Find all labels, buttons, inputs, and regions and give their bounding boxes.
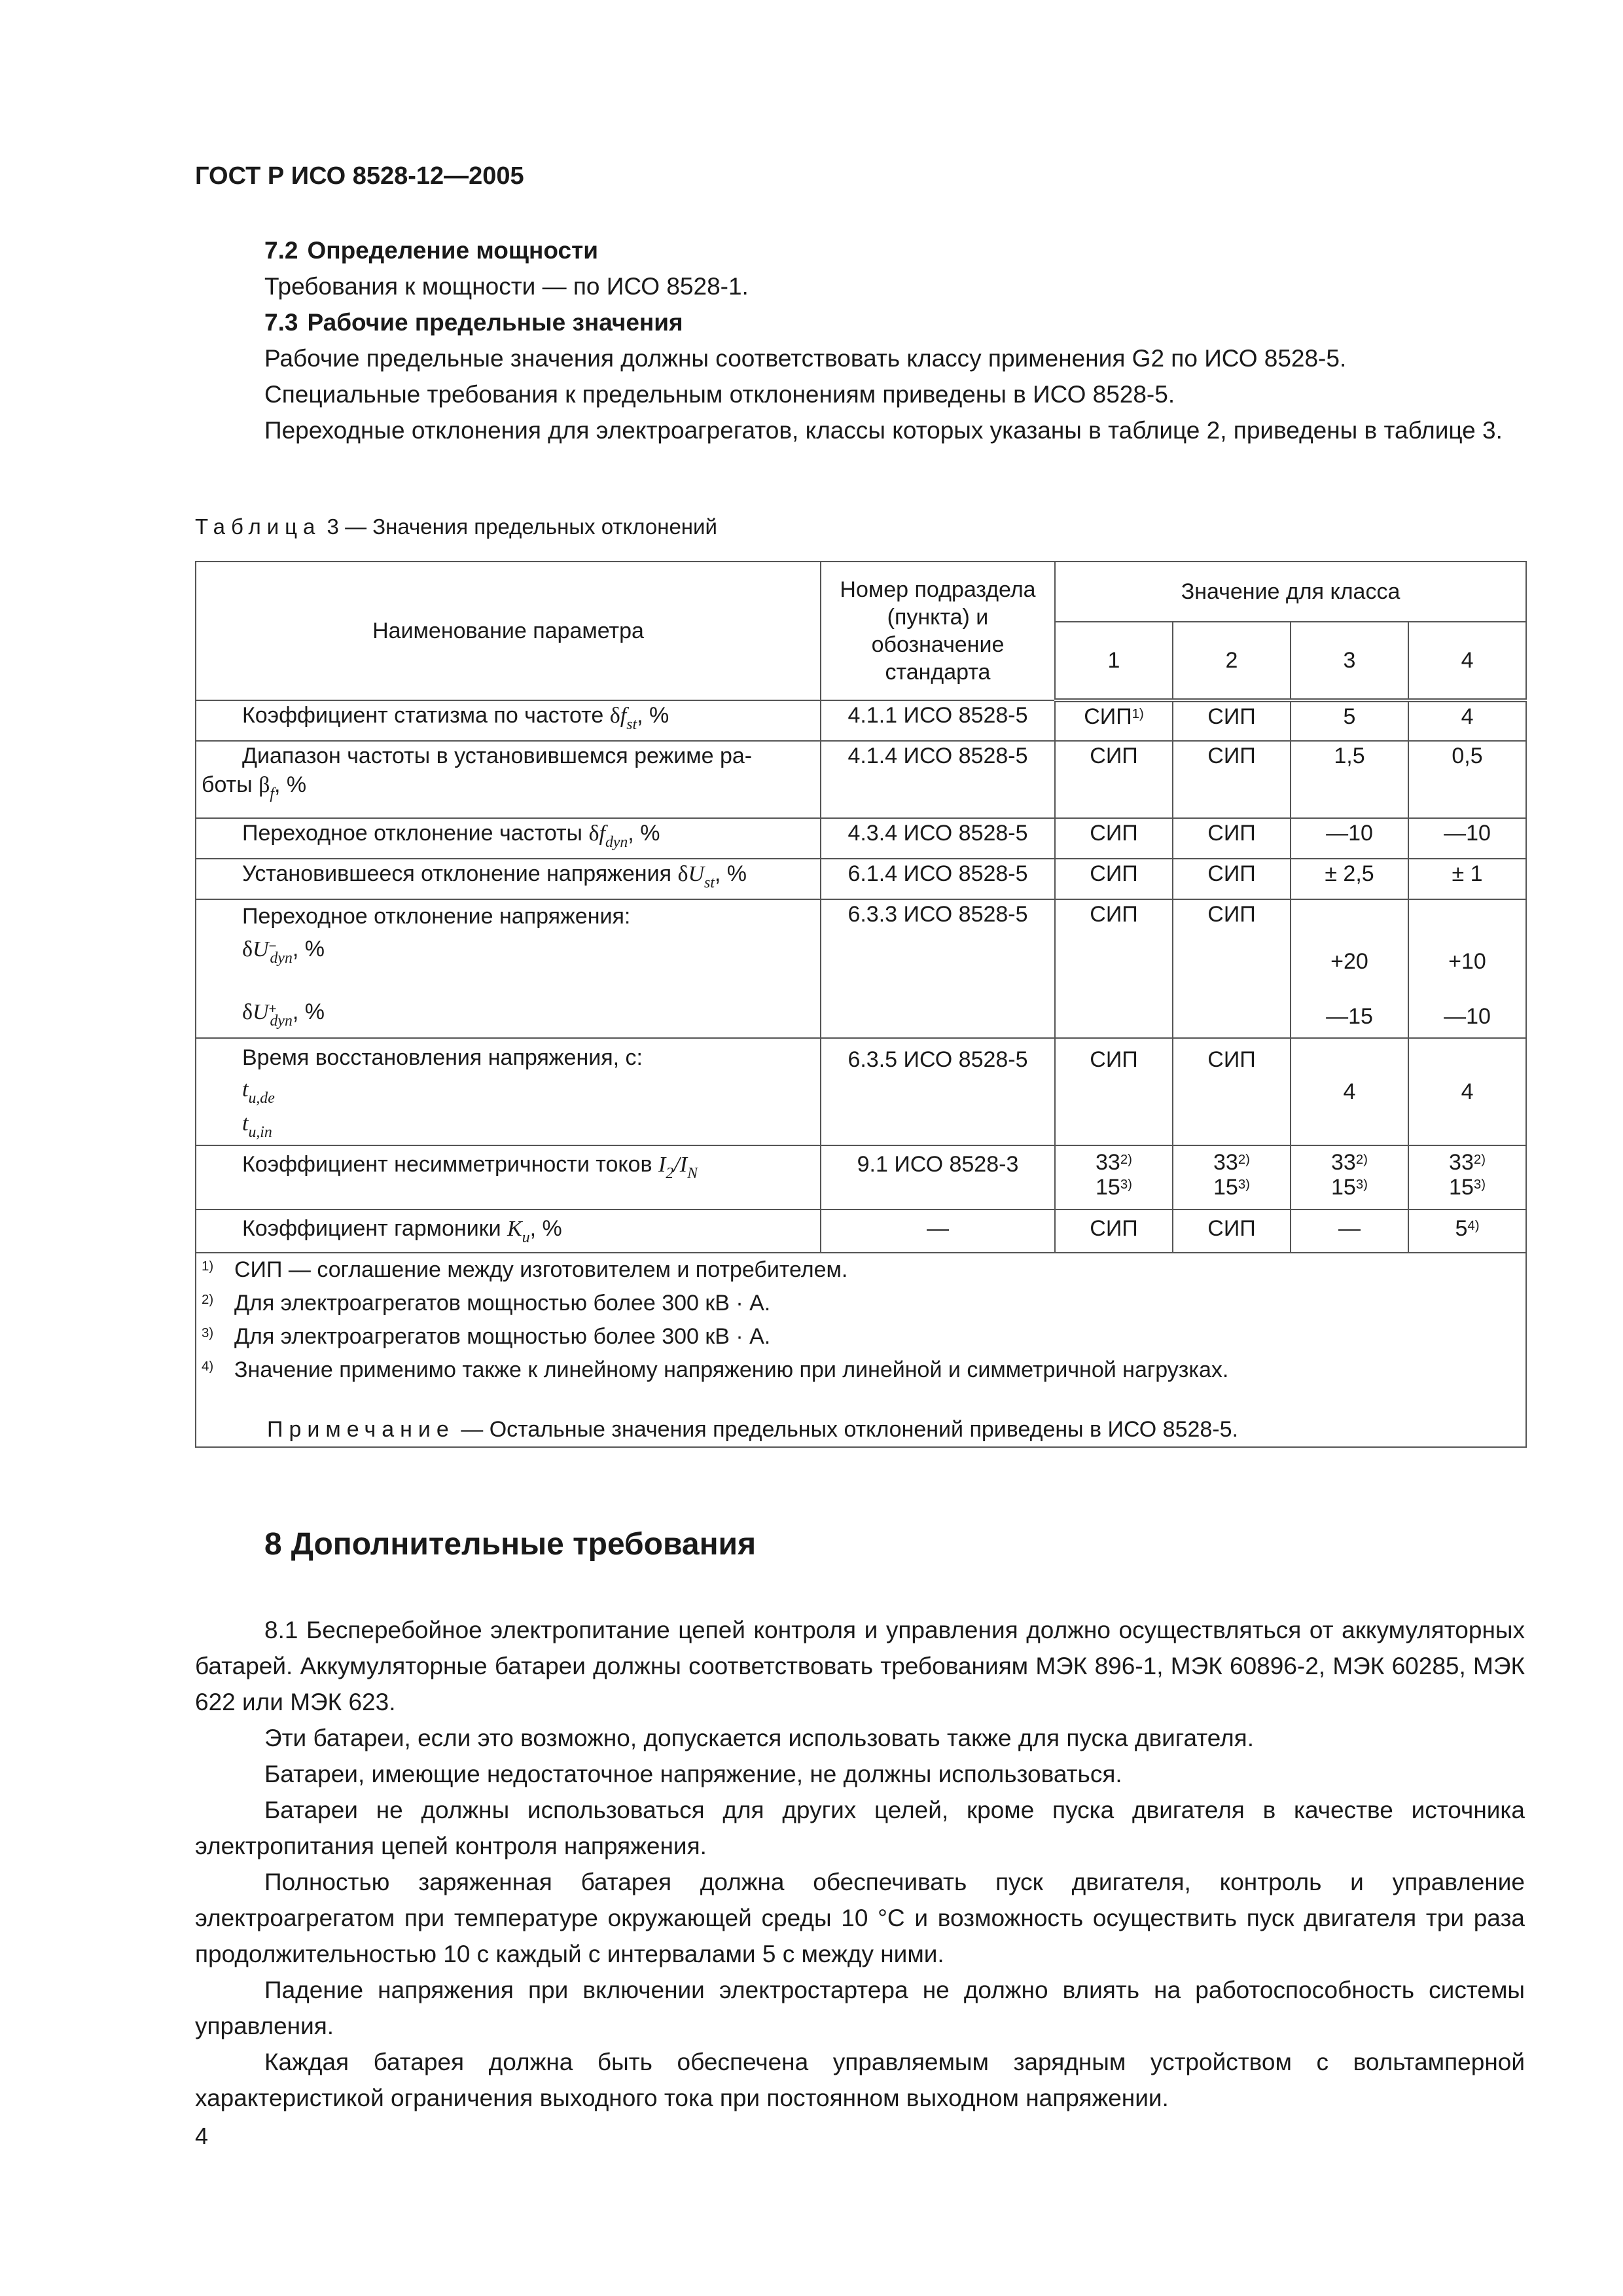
paragraph: Рабочие предельные значения должны соответствовать классу применения G2 по ИСО 8528-5.: [264, 345, 1347, 372]
value-cell: СИП: [1173, 859, 1291, 899]
table-caption-word: Таблица: [195, 514, 321, 539]
header-class-3: 3: [1291, 622, 1408, 700]
paragraph: Специальные требования к предельным отклонениям приведены в ИСО 8528-5.: [264, 381, 1175, 408]
header-class-2: 2: [1173, 622, 1291, 700]
header-param: Наименование параметра: [196, 562, 821, 700]
table-row: [196, 1210, 1526, 1253]
table-row: [196, 899, 1526, 1038]
value-cell: СИП: [1173, 1038, 1291, 1145]
table-caption-text: 3 — Значения предельных отклонений: [321, 514, 717, 539]
section-8-body: [195, 1612, 1525, 2116]
paragraph: Требования к мощности — по ИСО 8528-1.: [264, 273, 749, 300]
paragraph: Переходные отклонения для электроагрегатов, классы которых указаны в таблице 2, приведены в таблице 3.: [264, 417, 1503, 444]
section-8-heading: 8 Дополнительные требования: [264, 1527, 757, 1562]
page-number: 4: [195, 2123, 209, 2149]
ref-cell: 6.3.5 ИСО 8528-5: [821, 1038, 1055, 1145]
ref-cell: —: [821, 1210, 1055, 1253]
value-cell: СИП: [1173, 700, 1291, 741]
header-subsection: Номер подраздела (пункта) и обозначение стандарта: [821, 562, 1055, 700]
value-cell: СИП: [1173, 1210, 1291, 1253]
ref-cell: 4.1.4 ИСО 8528-5: [821, 741, 1055, 818]
table-row: [196, 700, 1526, 741]
paragraph: Каждая батарея должна быть обеспечена управляемым зарядным устройством с вольтамперной характеристикой ограничения выходного тока при постоянном выходном напряжении.: [195, 2049, 1525, 2111]
value-cell: 1,5: [1291, 741, 1408, 818]
paragraph: Батареи не должны использоваться для других целей, кроме пуска двигателя в качестве источника электропитания цепей контроля напряжения.: [195, 1797, 1525, 1859]
value-cell: СИП: [1055, 899, 1173, 1038]
header-class-4: 4: [1408, 622, 1526, 700]
header-class-group: Значение для класса: [1055, 562, 1526, 622]
value-cell: СИП: [1055, 859, 1173, 899]
limits-table: [195, 561, 1527, 1448]
footnote: 4) Значение применимо также к линейному напряжению при линейной и симметричной нагрузках.: [202, 1357, 1229, 1382]
value-cell: 5$^{4)}$: [1408, 1210, 1526, 1253]
value-cell: 33$^{2)}$ 15$^{3)}$: [1173, 1145, 1291, 1210]
section-heading-7-2: [195, 232, 1525, 268]
param-cell: Время восстановления напряжения, с: $t_{u,de}$ $t_{u,in}$: [196, 1038, 821, 1145]
value-cell: +10 —10: [1408, 899, 1526, 1038]
footnote: 3) Для электроагрегатов мощностью более 300 кВ · А.: [202, 1324, 771, 1349]
param-cell: Переходное отклонение напряжения: $\delta U^-_{dyn}$, % $\delta U^+_{dyn}$, %: [196, 899, 821, 1038]
table-notes: [196, 1253, 1526, 1447]
footnote: 2) Для электроагрегатов мощностью более 300 кВ · А.: [202, 1291, 771, 1316]
value-cell: СИП: [1055, 1038, 1173, 1145]
value-cell: СИП: [1055, 741, 1173, 818]
table-notes-row: [196, 1253, 1526, 1447]
param-cell: Коэффициент несимметричности токов $I_2/I_N$: [196, 1145, 821, 1210]
table-row: [196, 818, 1526, 859]
value-cell: ± 2,5: [1291, 859, 1408, 899]
table-note: Примечание — Остальные значения предельных отклонений приведены в ИСО 8528-5.: [267, 1417, 1238, 1442]
table-row: [196, 1038, 1526, 1145]
value-cell: 33$^{2)}$ 15$^{3)}$: [1055, 1145, 1173, 1210]
section-title: Рабочие предельные значения: [307, 309, 683, 336]
paragraph: Эти батареи, если это возможно, допускается использовать также для пуска двигателя.: [264, 1725, 1254, 1751]
paragraph: 8.1 Бесперебойное электропитание цепей контроля и управления должно осуществляться от аккумуляторных батарей. Аккумуляторные батареи должны соответствовать требованиям МЭК 896-1, МЭК 60896-2, МЭК 60285, МЭК 622 или МЭК 623.: [195, 1617, 1525, 1715]
ref-cell: 4.3.4 ИСО 8528-5: [821, 818, 1055, 859]
value-cell: 33$^{2)}$ 15$^{3)}$: [1408, 1145, 1526, 1210]
param-cell: Переходное отклонение частоты $\delta f_{dyn}$, %: [196, 818, 821, 859]
param-cell: Коэффициент статизма по частоте $\delta f_{st}$, %: [196, 700, 821, 741]
table-row: [196, 741, 1526, 818]
value-cell: СИП: [1173, 741, 1291, 818]
ref-cell: 9.1 ИСО 8528-3: [821, 1145, 1055, 1210]
value-cell: —: [1291, 1210, 1408, 1253]
paragraph: Батареи, имеющие недостаточное напряжение, не должны использоваться.: [264, 1761, 1122, 1787]
ref-cell: 6.3.3 ИСО 8528-5: [821, 899, 1055, 1038]
paragraph: Полностью заряженная батарея должна обеспечивать пуск двигателя, контроль и управление электроагрегатом при температуре окружающей среды 10 °С и возможность осуществить пуск двигателя три раза продолжительностью 10 с каждый с интервалами 5 с между ними.: [195, 1869, 1525, 1967]
param-cell: Коэффициент гармоники $K_u$, %: [196, 1210, 821, 1253]
value-cell: СИП: [1055, 1210, 1173, 1253]
value-cell: 4: [1408, 1038, 1526, 1145]
table-row: [196, 1145, 1526, 1210]
table-header-row: [196, 562, 1526, 622]
value-cell: СИП: [1173, 818, 1291, 859]
value-cell: ± 1: [1408, 859, 1526, 899]
value-cell: СИП: [1173, 899, 1291, 1038]
value-cell: 0,5: [1408, 741, 1526, 818]
header-class-1: 1: [1055, 622, 1173, 700]
value-cell: СИП: [1055, 818, 1173, 859]
paragraph: Падение напряжения при включении электростартера не должно влиять на работоспособность системы управления.: [195, 1977, 1525, 2039]
value-cell: СИП$^{1)}$: [1055, 700, 1173, 741]
value-cell: —10: [1408, 818, 1526, 859]
value-cell: 4: [1291, 1038, 1408, 1145]
value-cell: —10: [1291, 818, 1408, 859]
section-7-block: [195, 232, 1525, 448]
value-cell: 5: [1291, 700, 1408, 741]
value-cell: 33$^{2)}$ 15$^{3)}$: [1291, 1145, 1408, 1210]
section-heading-7-3: [195, 304, 1525, 340]
param-cell: Установившееся отклонение напряжения $\delta U_{st}$, %: [196, 859, 821, 899]
section-title: Определение мощности: [307, 237, 598, 264]
section-number: 7.2: [264, 237, 298, 264]
value-cell: +20 —15: [1291, 899, 1408, 1038]
table-caption: [195, 514, 717, 539]
value-cell: 4: [1408, 700, 1526, 741]
running-title: ГОСТ Р ИСО 8528-12—2005: [195, 162, 524, 190]
section-number: 7.3: [264, 309, 298, 336]
ref-cell: 6.1.4 ИСО 8528-5: [821, 859, 1055, 899]
table-row: [196, 859, 1526, 899]
footnote: 1) СИП — соглашение между изготовителем и потребителем.: [202, 1257, 848, 1282]
param-cell: Диапазон частоты в установившемся режиме ра- боты $\beta_f$, %: [196, 741, 821, 818]
ref-cell: 4.1.1 ИСО 8528-5: [821, 700, 1055, 741]
